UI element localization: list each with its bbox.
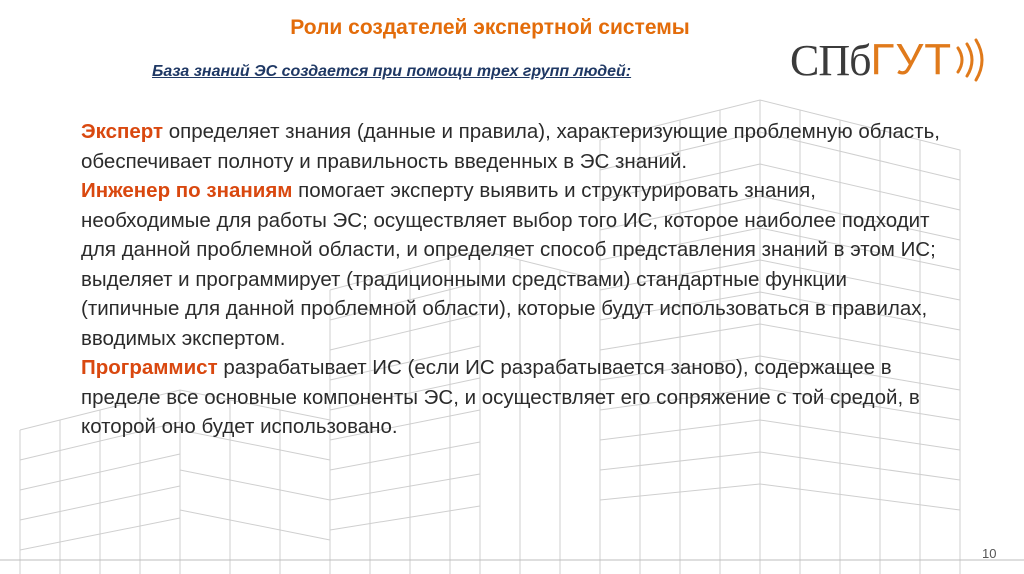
role-term: Эксперт bbox=[81, 120, 164, 143]
role-knowledge-engineer bbox=[81, 176, 941, 353]
role-description: разрабатывает ИС (если ИС разрабатывается заново), содержащее в пределе все основные компоненты ЭС, и осуществляет его сопряжение с той средой, в которой оно будет использовано. bbox=[81, 356, 920, 438]
role-term: Инженер по знаниям bbox=[81, 179, 293, 202]
role-expert bbox=[81, 117, 941, 176]
slide-subtitle: База знаний ЭС создается при помощи трех групп людей: bbox=[152, 63, 632, 80]
page-number: 10 bbox=[982, 546, 997, 561]
slide-title: Роли создателей экспертной системы bbox=[290, 16, 690, 39]
role-description: помогает эксперту выявить и структурировать знания, необходимые для работы ЭС; осуществляет выбор того ИС, которое наиболее подходит для данной проблемной области, и определяет способ представления знаний в этом ИС; выделяет и программирует (традиционными средствами) стандартные функции (типичные для данной проблемной области), которые будут использоваться в правилах, вводимых экспертом. bbox=[81, 179, 936, 350]
signal-waves-icon bbox=[954, 36, 988, 84]
logo-text-gut: ГУТ bbox=[870, 35, 953, 84]
logo-text-spb: СПб bbox=[790, 35, 871, 85]
role-programmer bbox=[81, 353, 941, 442]
university-logo bbox=[790, 32, 988, 88]
role-term: Программист bbox=[81, 356, 218, 379]
slide-body bbox=[81, 117, 941, 442]
role-description: определяет знания (данные и правила), характеризующие проблемную область, обеспечивает полноту и правильность введенных в ЭС знаний. bbox=[81, 120, 940, 173]
